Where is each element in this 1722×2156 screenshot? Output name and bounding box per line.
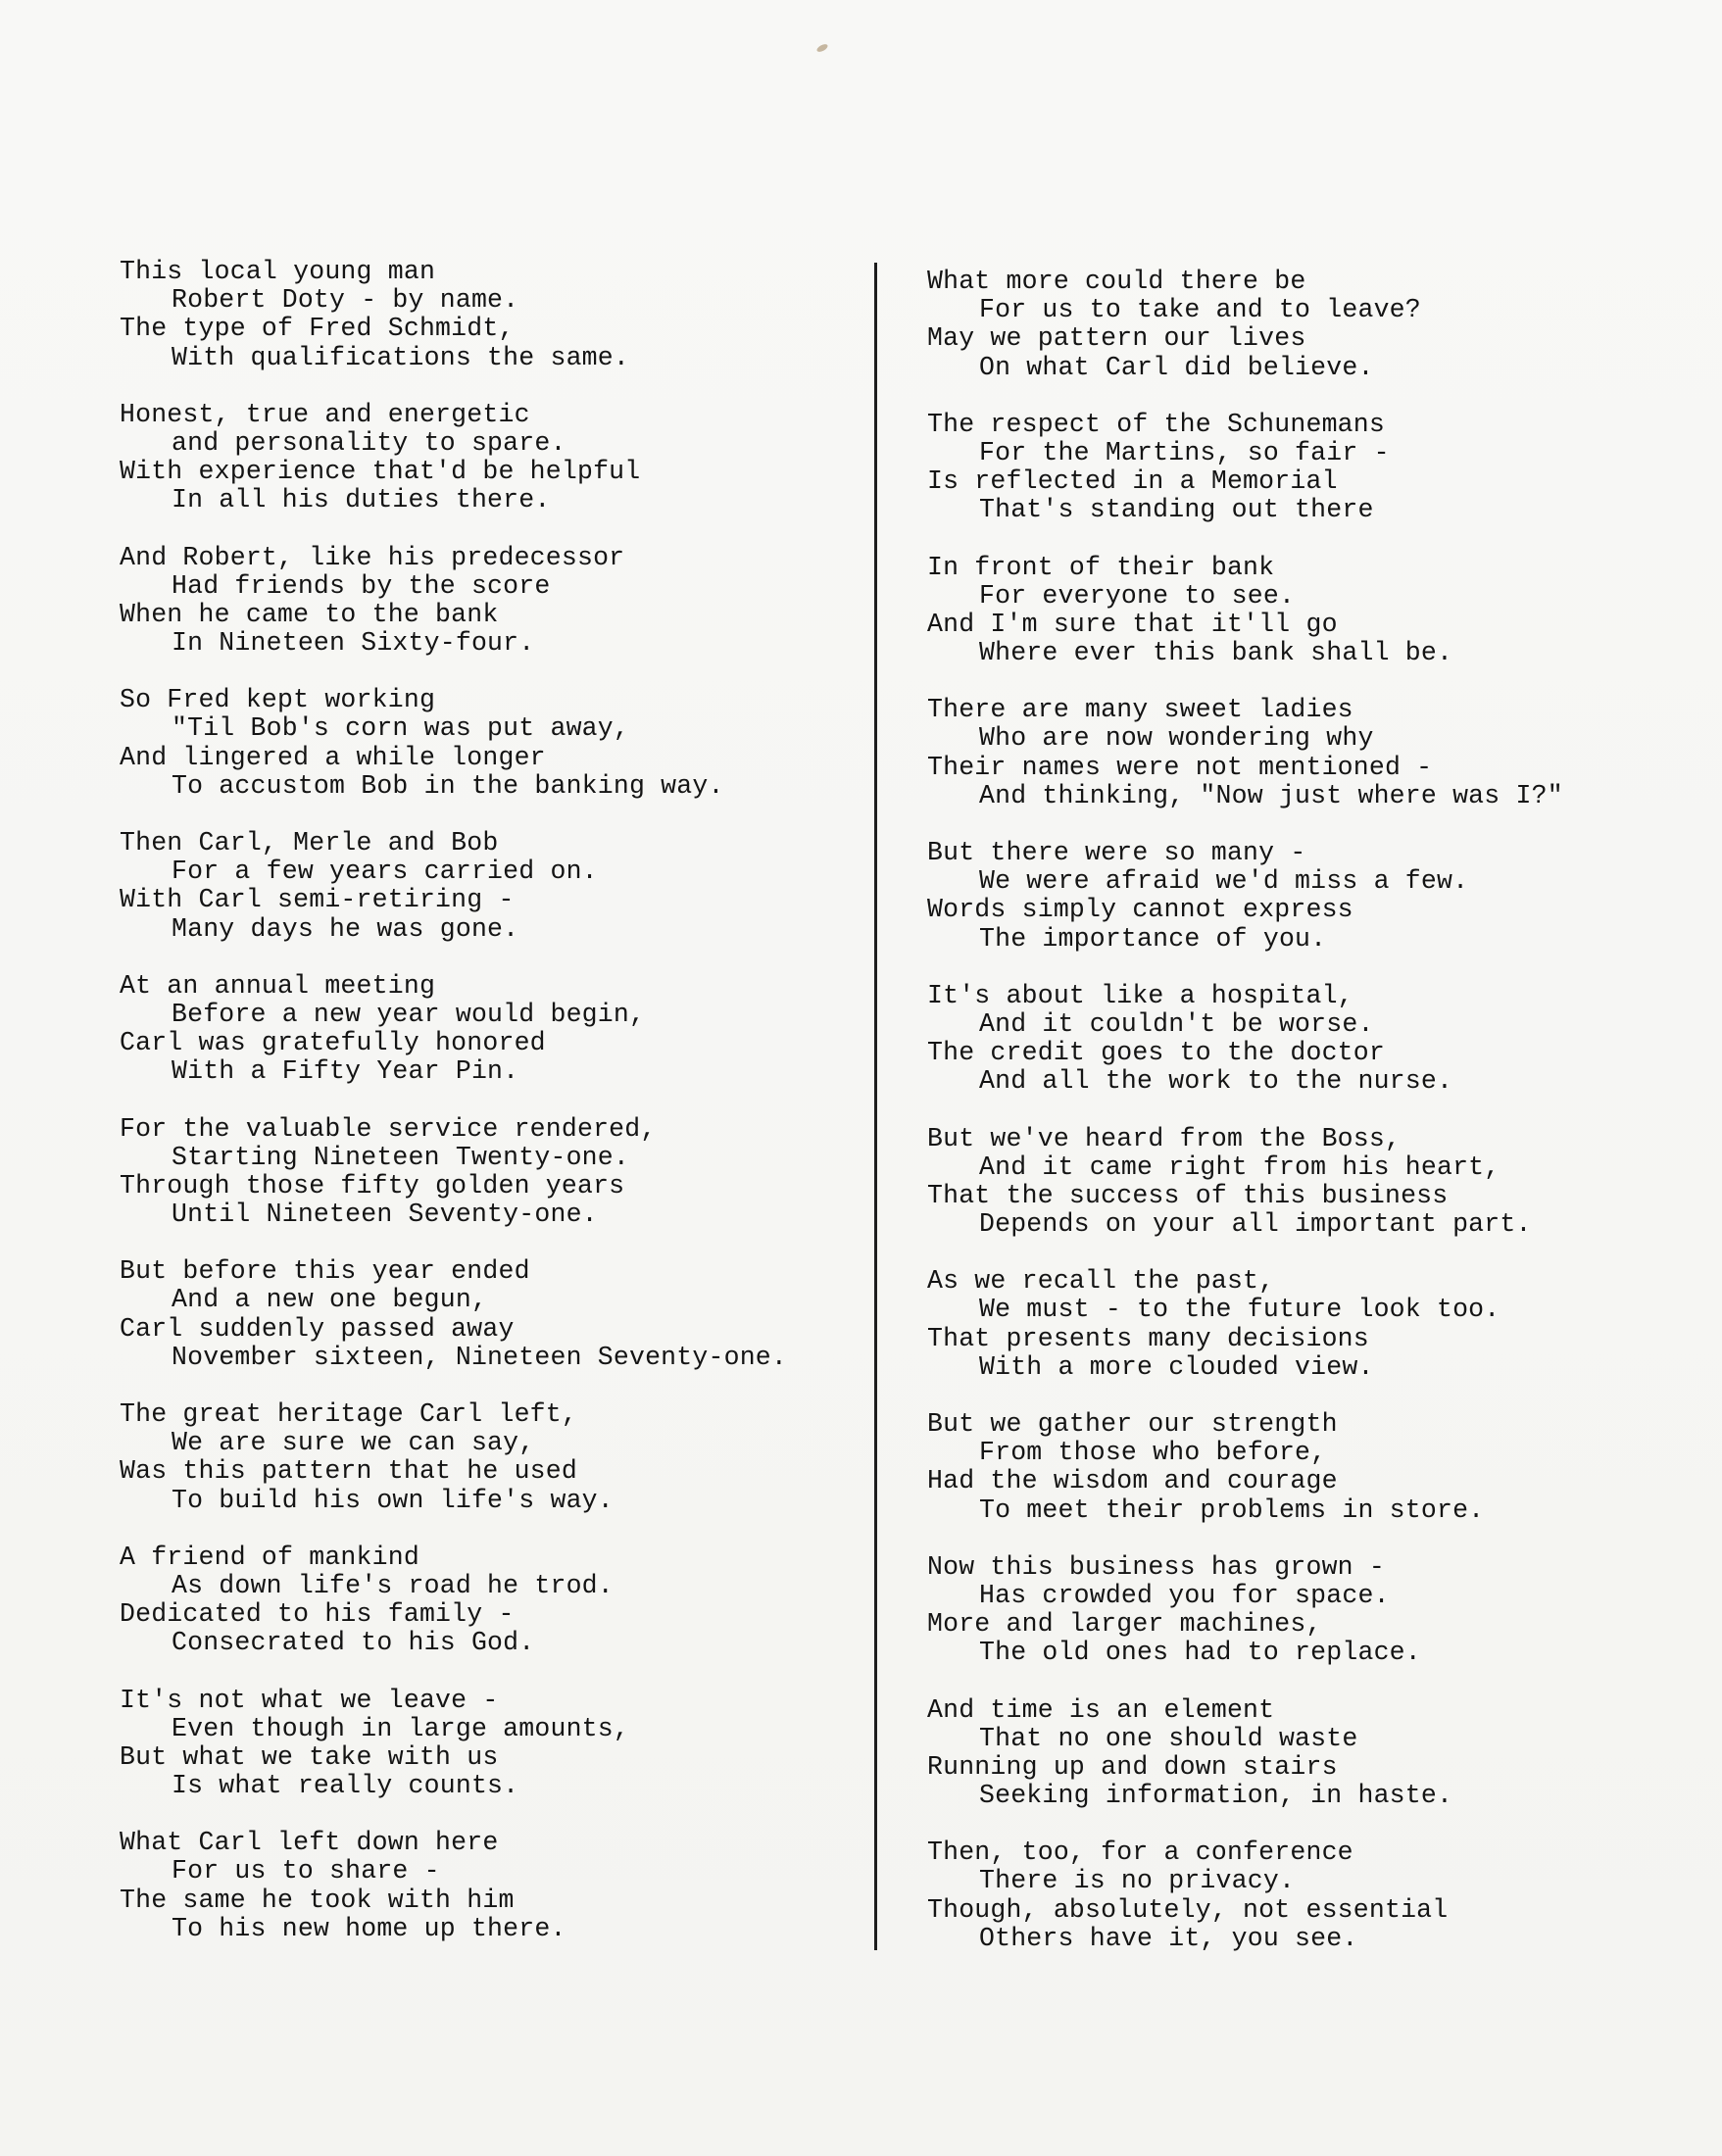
poem-line: November sixteen, Nineteen Seventy-one. [172, 1342, 788, 1372]
poem-line: For a few years carried on. [172, 857, 598, 887]
poem-line: We are sure we can say, [172, 1428, 535, 1458]
poem-line: Many days he was gone. [172, 913, 519, 944]
poem-stanza [927, 1553, 1672, 1668]
poem-line: At an annual meeting [120, 970, 436, 1001]
poem-stanza [927, 1838, 1672, 1953]
poem-line: As we recall the past, [927, 1266, 1275, 1297]
poem-line: The type of Fred Schmidt, [120, 314, 515, 344]
poem-line: But what we take with us [120, 1741, 499, 1772]
poem-line: And a new one begun, [172, 1285, 488, 1315]
poem-line: Seeking information, in haste. [979, 1781, 1453, 1811]
poem-line: Even though in large amounts, [172, 1713, 629, 1743]
poem-line: The credit goes to the doctor [927, 1038, 1385, 1068]
poem-line: Honest, true and energetic [120, 399, 530, 429]
poem-line: Depends on your all important part. [979, 1209, 1532, 1240]
poem-line: It's not what we leave - [120, 1685, 499, 1715]
poem-line: With a Fifty Year Pin. [172, 1056, 519, 1087]
poem-line: The respect of the Schunemans [927, 409, 1385, 439]
right-poem-column [927, 268, 1672, 1982]
poem-line: Had friends by the score [172, 570, 551, 601]
poem-line: When he came to the bank [120, 599, 499, 629]
poem-line: The importance of you. [979, 923, 1327, 954]
poem-line: "Til Bob's corn was put away, [172, 713, 629, 744]
poem-line: And it couldn't be worse. [979, 1008, 1374, 1039]
poem-line: But there were so many - [927, 838, 1306, 867]
poem-line: With a more clouded view. [979, 1351, 1374, 1382]
poem-stanza [927, 696, 1672, 810]
poem-stanza [120, 544, 864, 659]
left-poem-column [120, 258, 864, 1972]
poem-line: Though, absolutely, not essential [927, 1894, 1449, 1925]
poem-line: There is no privacy. [979, 1866, 1296, 1896]
poem-line: Dedicated to his family - [120, 1599, 515, 1630]
poem-line: Was this pattern that he used [120, 1456, 577, 1487]
poem-line: The old ones had to replace. [979, 1638, 1421, 1668]
poem-line: That the success of this business [927, 1180, 1449, 1210]
poem-line: For everyone to see. [979, 580, 1296, 611]
poem-stanza [927, 554, 1672, 668]
poem-line: Is what really counts. [172, 1771, 519, 1801]
poem-stanza [927, 839, 1672, 954]
poem-line: What more could there be [927, 267, 1306, 296]
poem-line: But we gather our strength [927, 1409, 1338, 1439]
poem-line: What Carl left down here [120, 1828, 499, 1858]
poem-line: And time is an element [927, 1694, 1275, 1725]
poem-line: Now this business has grown - [927, 1551, 1385, 1582]
poem-line: Where ever this bank shall be. [979, 638, 1453, 668]
poem-line: Others have it, you see. [979, 1923, 1358, 1953]
poem-stanza [927, 411, 1672, 525]
poem-line: In all his duties there. [172, 485, 551, 515]
poem-line: That no one should waste [979, 1723, 1358, 1753]
poem-line: Consecrated to his God. [172, 1628, 535, 1658]
poem-line: Robert Doty - by name. [172, 285, 519, 316]
poem-stanza [120, 829, 864, 944]
poem-line: Running up and down stairs [927, 1751, 1338, 1782]
poem-line: May we pattern our lives [927, 323, 1306, 354]
poem-line: To meet their problems in store. [979, 1494, 1485, 1525]
poem-line: Their names were not mentioned - [927, 752, 1433, 782]
paper-speck [815, 43, 828, 54]
poem-line: To build his own life's way. [172, 1485, 614, 1515]
poem-stanza [927, 982, 1672, 1097]
poem-line: To his new home up there. [172, 1913, 566, 1943]
poem-line: But before this year ended [120, 1256, 530, 1287]
poem-line: Had the wisdom and courage [927, 1466, 1338, 1496]
poem-stanza [927, 1410, 1672, 1525]
poem-stanza [120, 686, 864, 801]
poem-stanza [927, 1125, 1672, 1240]
poem-line: There are many sweet ladies [927, 695, 1353, 725]
poem-line: Has crowded you for space. [979, 1580, 1390, 1610]
poem-stanza [120, 258, 864, 372]
poem-line: Starting Nineteen Twenty-one. [172, 1142, 629, 1172]
poem-line: Until Nineteen Seventy-one. [172, 1200, 598, 1230]
poem-line: From those who before, [979, 1438, 1327, 1468]
poem-line: For the valuable service rendered, [120, 1113, 657, 1144]
poem-stanza [927, 268, 1672, 382]
poem-line: and personality to spare. [172, 427, 566, 458]
poem-line: Before a new year would begin, [172, 999, 646, 1029]
poem-line: And Robert, like his predecessor [120, 542, 625, 572]
poem-line: Through those fifty golden years [120, 1170, 625, 1200]
poem-line: In front of their bank [927, 552, 1275, 582]
poem-stanza [120, 1544, 864, 1658]
poem-stanza [120, 1687, 864, 1801]
poem-line: And I'm sure that it'll go [927, 609, 1338, 639]
poem-stanza [120, 972, 864, 1087]
poem-line: The great heritage Carl left, [120, 1399, 577, 1429]
poem-line: For the Martins, so fair - [979, 437, 1390, 467]
poem-line: With Carl semi-retiring - [120, 885, 515, 915]
poem-line: As down life's road he trod. [172, 1570, 614, 1600]
poem-line: For us to share - [172, 1856, 440, 1886]
poem-line: That's standing out there [979, 495, 1374, 525]
poem-line: Who are now wondering why [979, 723, 1374, 754]
poem-line: That presents many decisions [927, 1323, 1369, 1353]
poem-line: Carl was gratefully honored [120, 1028, 546, 1058]
poem-stanza [927, 1696, 1672, 1811]
poem-line: And all the work to the nurse. [979, 1066, 1453, 1097]
poem-stanza [927, 1267, 1672, 1382]
poem-line: And it came right from his heart, [979, 1152, 1501, 1182]
poem-line: It's about like a hospital, [927, 980, 1353, 1010]
poem-line: Then Carl, Merle and Bob [120, 828, 499, 858]
poem-line: So Fred kept working [120, 685, 436, 715]
poem-line: And lingered a while longer [120, 742, 546, 772]
poem-line: With qualifications the same. [172, 342, 629, 372]
poem-line: The same he took with him [120, 1885, 515, 1915]
poem-line: A friend of mankind [120, 1542, 419, 1572]
column-divider [874, 263, 877, 1950]
poem-stanza [120, 1115, 864, 1230]
poem-line: To accustom Bob in the banking way. [172, 770, 724, 801]
poem-stanza [120, 1257, 864, 1372]
poem-line: With experience that'd be helpful [120, 457, 641, 487]
poem-line: On what Carl did believe. [979, 352, 1374, 382]
poem-line: Words simply cannot express [927, 895, 1353, 925]
poem-line: Then, too, for a conference [927, 1838, 1353, 1868]
poem-line: More and larger machines, [927, 1609, 1322, 1640]
poem-line: We were afraid we'd miss a few. [979, 866, 1469, 897]
poem-stanza [120, 1829, 864, 1943]
poem-line: Carl suddenly passed away [120, 1313, 515, 1344]
poem-line: We must - to the future look too. [979, 1295, 1501, 1325]
poem-line: And thinking, "Now just where was I?" [979, 780, 1563, 810]
poem-stanza [120, 401, 864, 515]
poem-line: But we've heard from the Boss, [927, 1123, 1402, 1153]
poem-line: This local young man [120, 257, 436, 286]
poem-line: In Nineteen Sixty-four. [172, 628, 535, 659]
poem-stanza [120, 1400, 864, 1515]
poem-line: For us to take and to leave? [979, 295, 1421, 325]
poem-line: Is reflected in a Memorial [927, 466, 1338, 497]
